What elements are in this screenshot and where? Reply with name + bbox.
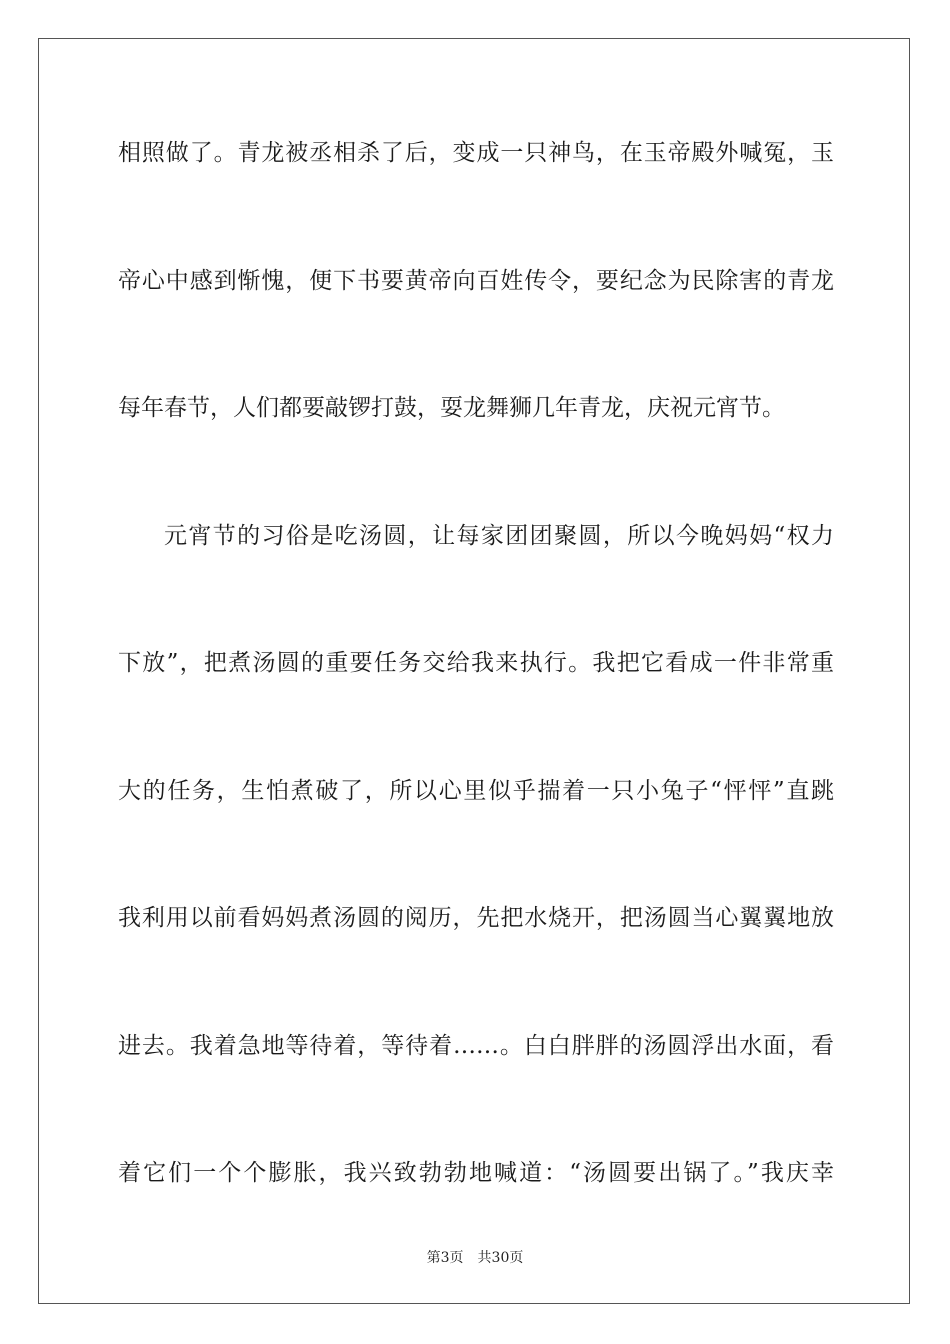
text-line: 每年春节，人们都要敲锣打鼓，耍龙舞狮几年青龙，庆祝元宵节。 — [118, 395, 785, 421]
page-footer — [0, 1248, 950, 1268]
text-line: 相照做了。青龙被丞相杀了后，变成一只神鸟，在玉帝殿外喊冤，玉 — [118, 140, 834, 166]
text-line: 下放”，把煮汤圆的重要任务交给我来执行。我把它看成一件非常重 — [118, 650, 834, 676]
text-line: 着它们一个个膨胀，我兴致勃勃地喊道：“汤圆要出锅了。”我庆幸 — [118, 1160, 834, 1186]
text-line: 帝心中感到惭愧，便下书要黄帝向百姓传令，要纪念为民除害的青龙 — [118, 267, 834, 294]
page-total: 共30页 — [477, 1250, 524, 1266]
document-body — [118, 130, 834, 1278]
text-line: 大的任务，生怕煮破了，所以心里似乎揣着一只小兔子“怦怦”直跳 — [118, 777, 834, 804]
text-line: 我利用以前看妈妈煮汤圆的阅历，先把水烧开，把汤圆当心翼翼地放 — [118, 905, 834, 931]
text-line: 元宵节的习俗是吃汤圆，让每家团团聚圆，所以今晚妈妈“权力 — [164, 522, 834, 549]
text-line: 进去。我着急地等待着，等待着……。白白胖胖的汤圆浮出水面，看 — [118, 1032, 834, 1059]
page-number: 第3页 — [426, 1250, 464, 1266]
